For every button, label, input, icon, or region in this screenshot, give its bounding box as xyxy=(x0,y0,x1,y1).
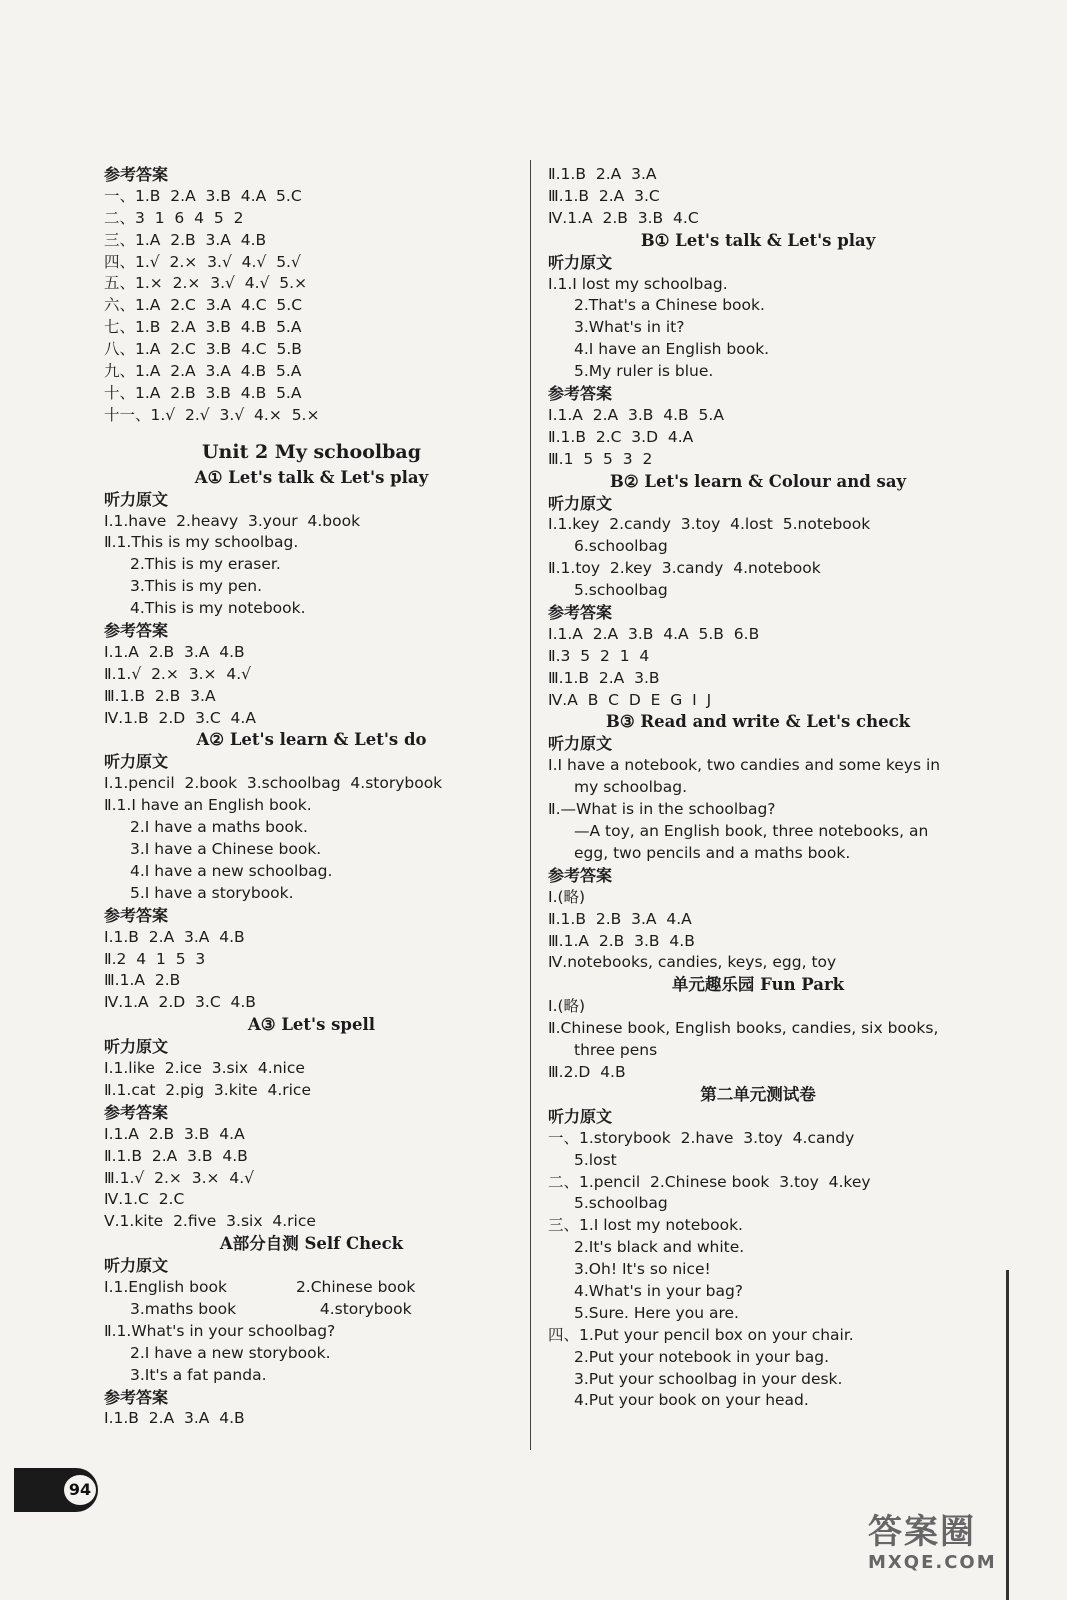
answer-line: Ⅱ.1.B 2.A 3.B 4.B xyxy=(104,1146,248,1165)
column-divider xyxy=(530,160,531,1450)
section-heading: A② Let's learn & Let's do xyxy=(196,730,427,750)
answer-line: Ⅱ.3 5 2 1 4 xyxy=(548,646,650,665)
spacer xyxy=(104,427,519,437)
answer-line: Ⅳ.1.B 2.D 3.C 4.A xyxy=(104,708,256,727)
answer-line: Ⅱ.1.toy 2.key 3.candy 4.notebook xyxy=(548,559,821,578)
answer-line: Ⅱ.1.B 2.C 3.D 4.A xyxy=(548,427,694,446)
answer-line: 3.This is my pen. xyxy=(130,577,263,596)
answer-line: Ⅰ.1.pencil 2.book 3.schoolbag 4.storybook xyxy=(104,774,443,793)
answer-line: Ⅰ.1.key 2.candy 3.toy 4.lost 5.notebook xyxy=(548,515,871,534)
answer-line: Ⅲ.1.B 2.A 3.C xyxy=(548,186,660,205)
answer-line: Ⅱ.—What is in the schoolbag? xyxy=(548,800,776,819)
section-label: 参考答案 xyxy=(104,905,169,925)
section-heading: B③ Read and write & Let's check xyxy=(605,712,911,732)
answer-line: Ⅱ.1.What's in your schoolbag? xyxy=(104,1321,336,1340)
answer-line: 4.What's in your bag? xyxy=(574,1281,744,1300)
answer-line: 十一、1.√ 2.√ 3.√ 4.× 5.× xyxy=(104,405,320,424)
answer-line: Ⅲ.1.A 2.B xyxy=(104,971,181,990)
answer-line: Ⅲ.1.A 2.B 3.B 4.B xyxy=(548,931,695,950)
answer-line: 二、1.pencil 2.Chinese book 3.toy 4.key xyxy=(548,1172,871,1191)
answer-line: 5.schoolbag xyxy=(574,581,668,600)
answer-line: Ⅰ.1.B 2.A 3.A 4.B xyxy=(104,1409,245,1428)
answer-line: my schoolbag. xyxy=(574,778,687,797)
answer-line: 6.schoolbag xyxy=(574,537,668,556)
answer-line: Ⅱ.1.B 2.A 3.A xyxy=(548,165,657,183)
answer-line: Ⅰ.1.I lost my schoolbag. xyxy=(548,274,728,293)
answer-line: 2.Put your notebook in your bag. xyxy=(574,1347,830,1366)
answer-line: —A toy, an English book, three notebooks, an xyxy=(574,822,929,841)
answer-line: Ⅱ.1.I have an English book. xyxy=(104,796,312,815)
answer-line: 2.I have a maths book. xyxy=(130,818,308,837)
answer-line: Ⅰ.1.A 2.A 3.B 4.B 5.A xyxy=(548,405,724,424)
answer-line: 4.Put your book on your head. xyxy=(574,1391,809,1410)
answer-line: 四、1.Put your pencil box on your chair. xyxy=(548,1325,854,1344)
answer-line: 3.maths book 4.storybook xyxy=(130,1299,412,1318)
answer-line: Ⅱ.1.This is my schoolbag. xyxy=(104,533,299,552)
answer-line: 5.My ruler is blue. xyxy=(574,362,714,381)
answer-line: three pens xyxy=(574,1041,658,1060)
answer-line: Ⅰ.1.B 2.A 3.A 4.B xyxy=(104,927,245,946)
answer-line: 2.It's black and white. xyxy=(574,1238,745,1257)
section-label: 参考答案 xyxy=(104,165,169,184)
answer-line: Ⅱ.Chinese book, English books, candies, six books, xyxy=(548,1019,939,1038)
answer-line: Ⅲ.1.√ 2.× 3.× 4.√ xyxy=(104,1168,255,1187)
section-label: 参考答案 xyxy=(104,1387,169,1407)
answer-line: Ⅰ.1.A 2.B 3.A 4.B xyxy=(104,642,245,661)
answer-line: Ⅲ.1.B 2.A 3.B xyxy=(548,668,660,687)
section-label: 听力原文 xyxy=(104,489,169,509)
answer-line: 七、1.B 2.A 3.B 4.B 5.A xyxy=(104,318,302,337)
section-label: 听力原文 xyxy=(548,252,613,272)
answer-line: 5.Sure. Here you are. xyxy=(574,1303,739,1322)
answer-line: 3.It's a fat panda. xyxy=(130,1365,267,1384)
answer-line: Ⅰ.1.English book 2.Chinese book xyxy=(104,1278,416,1297)
answer-line: 5.I have a storybook. xyxy=(130,883,294,902)
page-number: 94 xyxy=(64,1475,96,1505)
section-heading: A③ Let's spell xyxy=(247,1015,375,1035)
answer-line: 三、1.A 2.B 3.A 4.B xyxy=(104,230,267,249)
watermark-url: MXQE.COM xyxy=(868,1552,997,1573)
answer-line: Ⅲ.1 5 5 3 2 xyxy=(548,449,653,468)
answer-line: Ⅱ.1.√ 2.× 3.× 4.√ xyxy=(104,664,252,683)
answer-line: 四、1.√ 2.× 3.√ 4.√ 5.√ xyxy=(104,252,301,271)
answer-line: 4.This is my notebook. xyxy=(130,599,306,618)
answer-line: 3.What's in it? xyxy=(574,318,685,337)
answer-line: 3.Put your schoolbag in your desk. xyxy=(574,1369,843,1388)
answer-line: Ⅰ.1.A 2.B 3.B 4.A xyxy=(104,1124,245,1143)
unit-title: Unit 2 My schoolbag xyxy=(201,440,422,463)
answer-line: Ⅳ.notebooks, candies, keys, egg, toy xyxy=(548,953,837,972)
answer-line: 一、1.B 2.A 3.B 4.A 5.C xyxy=(104,186,302,205)
answer-line: 九、1.A 2.A 3.A 4.B 5.A xyxy=(104,362,302,381)
answer-line: 4.I have an English book. xyxy=(574,340,770,359)
section-label: 听力原文 xyxy=(104,752,169,772)
section-heading: 第二单元测试卷 xyxy=(700,1084,816,1104)
answer-line: 4.I have a new schoolbag. xyxy=(130,861,333,880)
section-heading: A① Let's talk & Let's play xyxy=(194,467,429,487)
answer-line: 2.This is my eraser. xyxy=(130,555,281,574)
section-label: 参考答案 xyxy=(548,603,613,623)
section-label: 参考答案 xyxy=(104,621,169,641)
answer-line: 3.I have a Chinese book. xyxy=(130,840,322,859)
answer-line: 二、3 1 6 4 5 2 xyxy=(104,208,244,227)
answer-line: 2.That's a Chinese book. xyxy=(574,296,765,315)
answer-line: 2.I have a new storybook. xyxy=(130,1343,331,1362)
watermark-title: 答案圈 xyxy=(868,1512,976,1552)
page-number-tab xyxy=(14,1468,98,1512)
section-label: 听力原文 xyxy=(104,1256,169,1276)
answer-line: Ⅰ.I have a notebook, two candies and some keys in xyxy=(548,756,941,775)
answer-line: Ⅰ.(略) xyxy=(548,887,586,906)
site-watermark xyxy=(868,1512,1018,1592)
answer-line: 五、1.× 2.× 3.√ 4.√ 5.× xyxy=(104,274,308,293)
answer-line: Ⅱ.2 4 1 5 3 xyxy=(104,949,206,968)
section-heading: 单元趣乐园 Fun Park xyxy=(671,975,845,995)
answer-line: 5.lost xyxy=(574,1150,617,1169)
section-label: 参考答案 xyxy=(548,865,613,885)
answer-line: Ⅱ.1.B 2.B 3.A 4.A xyxy=(548,909,692,928)
right-column xyxy=(548,164,968,1412)
answer-line: Ⅲ.2.D 4.B xyxy=(548,1062,626,1081)
answer-line: 六、1.A 2.C 3.A 4.C 5.C xyxy=(104,296,303,315)
answer-line: Ⅳ.1.A 2.B 3.B 4.C xyxy=(548,208,699,227)
section-label: 参考答案 xyxy=(548,384,613,404)
answer-line: Ⅰ.1.A 2.A 3.B 4.A 5.B 6.B xyxy=(548,624,760,643)
answer-line: 十、1.A 2.B 3.B 4.B 5.A xyxy=(104,383,302,402)
answer-line: 5.schoolbag xyxy=(574,1194,668,1213)
answer-line: Ⅴ.1.kite 2.five 3.six 4.rice xyxy=(104,1212,316,1231)
section-label: 参考答案 xyxy=(104,1102,169,1122)
answer-line: Ⅳ.1.A 2.D 3.C 4.B xyxy=(104,993,256,1012)
section-heading: B② Let's learn & Colour and say xyxy=(609,471,907,491)
section-label: 听力原文 xyxy=(548,493,613,513)
answer-line: 三、1.I lost my notebook. xyxy=(548,1216,743,1235)
section-heading: B① Let's talk & Let's play xyxy=(640,230,876,250)
answer-line: Ⅲ.1.B 2.B 3.A xyxy=(104,686,216,705)
section-label: 听力原文 xyxy=(548,1106,613,1126)
section-label: 听力原文 xyxy=(548,734,613,754)
section-label: 听力原文 xyxy=(104,1037,169,1057)
answer-line: Ⅰ.(略) xyxy=(548,997,586,1016)
answer-line: Ⅳ.1.C 2.C xyxy=(104,1190,185,1209)
answer-line: egg, two pencils and a maths book. xyxy=(574,843,851,862)
answer-line: 一、1.storybook 2.have 3.toy 4.candy xyxy=(548,1128,855,1147)
answer-line: 3.Oh! It's so nice! xyxy=(574,1260,711,1279)
answer-line: Ⅰ.1.have 2.heavy 3.your 4.book xyxy=(104,511,361,530)
left-column xyxy=(104,164,519,1430)
section-heading: A部分自测 Self Check xyxy=(219,1234,404,1254)
answer-line: Ⅰ.1.like 2.ice 3.six 4.nice xyxy=(104,1059,305,1078)
answer-line: Ⅱ.1.cat 2.pig 3.kite 4.rice xyxy=(104,1080,311,1099)
answer-line: Ⅳ.A B C D E G I J xyxy=(548,690,712,709)
answer-line: 八、1.A 2.C 3.B 4.C 5.B xyxy=(104,340,302,359)
